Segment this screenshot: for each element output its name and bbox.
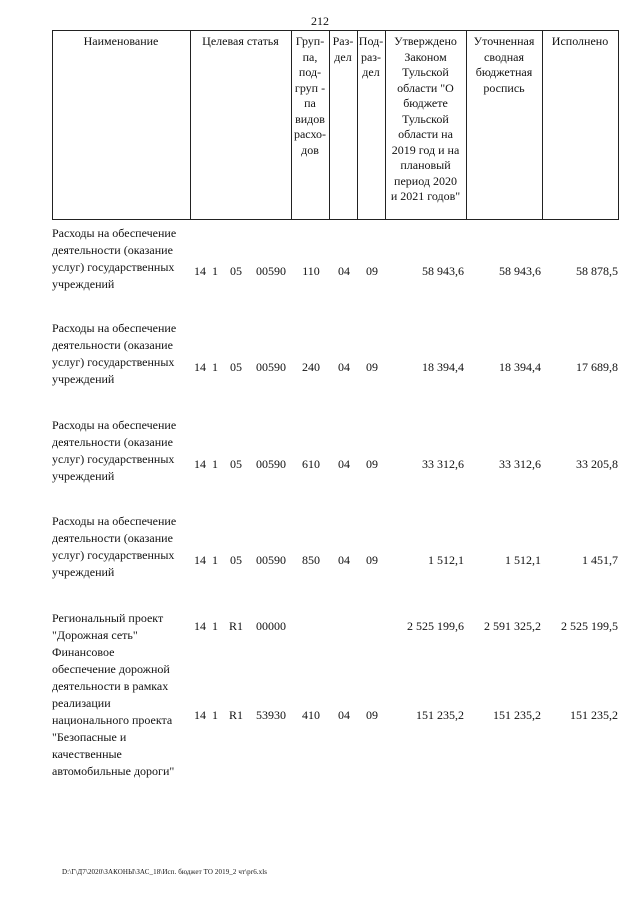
cell-group: 240: [302, 360, 320, 374]
cell-c3: 05: [230, 553, 242, 567]
row-name: [52, 320, 188, 388]
header-line: Тульской: [402, 111, 449, 126]
header-line: Раз-: [332, 34, 354, 48]
cell-executed: 1 451,7: [582, 553, 618, 567]
cell-c4: 00590: [256, 457, 286, 471]
header-line: дел: [334, 49, 352, 64]
row-name-line: обеспечение дорожной: [52, 662, 170, 676]
row-name-line: услуг) государственных: [52, 355, 175, 369]
cell-refined: 33 312,6: [499, 457, 541, 471]
cell-c1: 14: [194, 553, 206, 567]
row-name-line: Региональный проект: [52, 611, 164, 625]
row-name-line: услуг) государственных: [52, 452, 175, 466]
cell-c1: 14: [194, 264, 206, 278]
header-line: па,: [302, 49, 318, 64]
header-line: Тульской: [402, 65, 449, 79]
row-name-line: деятельности (оказание: [52, 531, 173, 545]
cell-executed: 2 525 199,5: [561, 619, 618, 633]
header-executed: Исполнено: [551, 34, 609, 48]
cell-executed: 58 878,5: [576, 264, 618, 278]
cell-c4: 53930: [256, 708, 286, 722]
row-name: [52, 513, 188, 581]
column-divider: [190, 30, 191, 220]
row-name-line: деятельности (оказание: [52, 243, 173, 257]
header-line: сводная: [484, 49, 524, 64]
cell-podrazdel: 09: [366, 360, 378, 374]
row-name-line: учреждений: [52, 469, 115, 483]
row-name-line: деятельности (оказание: [52, 435, 173, 449]
header-refined: [466, 34, 542, 96]
header-line: дов: [301, 142, 319, 157]
row-name-line: автомобильные дороги": [52, 764, 175, 778]
row-name-line: деятельности (оказание: [52, 338, 173, 352]
cell-c4: 00590: [256, 553, 286, 567]
row-name-line: Расходы на обеспечение: [52, 514, 177, 528]
header-line: дел: [362, 65, 380, 79]
row-name-line: реализации: [52, 696, 111, 710]
header-line: роспись: [483, 80, 525, 95]
column-divider: [542, 30, 543, 220]
cell-c2: 1: [212, 457, 218, 471]
row-name-line: деятельности в рамках: [52, 679, 169, 693]
header-line: бюджетная: [475, 65, 533, 79]
cell-approved: 18 394,4: [422, 360, 464, 374]
header-line: 2019 год и на: [391, 142, 460, 157]
cell-refined: 2 591 325,2: [484, 619, 541, 633]
header-line: раз-: [360, 49, 382, 64]
cell-refined: 58 943,6: [499, 264, 541, 278]
cell-approved: 58 943,6: [422, 264, 464, 278]
cell-c2: 1: [212, 619, 218, 633]
header-line: па: [304, 96, 316, 110]
cell-c2: 1: [212, 264, 218, 278]
row-name-line: качественные: [52, 747, 122, 761]
column-divider: [52, 30, 53, 220]
cell-c2: 1: [212, 708, 218, 722]
header-line: Уточненная: [473, 34, 535, 48]
header-podrazdel: [357, 34, 385, 81]
cell-approved: 33 312,6: [422, 457, 464, 471]
cell-c1: 14: [194, 708, 206, 722]
cell-razdel: 04: [338, 553, 350, 567]
row-name-line: Финансовое: [52, 645, 115, 659]
row-name: [52, 644, 188, 780]
row-name-line: учреждений: [52, 277, 115, 291]
header-bottom-border: [52, 219, 618, 220]
cell-podrazdel: 09: [366, 264, 378, 278]
cell-razdel: 04: [338, 708, 350, 722]
header-line: расхо-: [293, 127, 327, 141]
cell-c1: 14: [194, 457, 206, 471]
cell-executed: 17 689,8: [576, 360, 618, 374]
row-name-line: услуг) государственных: [52, 548, 175, 562]
header-line: Груп-: [295, 34, 325, 48]
row-name: [52, 417, 188, 485]
header-line: области "О: [397, 80, 454, 95]
cell-approved: 2 525 199,6: [407, 619, 464, 633]
header-line: и 2021 годов": [390, 189, 461, 203]
row-name: [52, 225, 188, 293]
cell-c3: R1: [228, 619, 243, 633]
header-line: груп -: [294, 80, 326, 95]
row-name-line: Расходы на обеспечение: [52, 321, 177, 335]
header-line: бюджете: [403, 96, 448, 110]
cell-executed: 151 235,2: [570, 708, 618, 722]
cell-refined: 151 235,2: [493, 708, 541, 722]
row-name-line: учреждений: [52, 565, 115, 579]
cell-c2: 1: [212, 360, 218, 374]
cell-c1: 14: [194, 360, 206, 374]
cell-podrazdel: 09: [366, 708, 378, 722]
header-line: плановый: [400, 158, 451, 172]
row-name-line: Расходы на обеспечение: [52, 418, 177, 432]
cell-razdel: 04: [338, 264, 350, 278]
row-name-line: "Дорожная сеть": [52, 628, 138, 642]
cell-podrazdel: 09: [366, 553, 378, 567]
cell-group: 610: [302, 457, 320, 471]
cell-podrazdel: 09: [366, 457, 378, 471]
cell-refined: 1 512,1: [505, 553, 541, 567]
cell-razdel: 04: [338, 457, 350, 471]
table-top-border: [52, 30, 618, 31]
file-path-footer: D:\Г\Д7\2020\ЗАКОНЫ\ЗАС_18\Исп. бюджет ТО 2019_2 чт\pr6.xls: [62, 868, 268, 876]
header-line: Под-: [358, 34, 384, 48]
row-name-line: "Безопасные и: [52, 730, 127, 744]
cell-group: 850: [302, 553, 320, 567]
header-line: видов: [295, 111, 325, 126]
cell-c3: R1: [228, 708, 243, 722]
row-name-line: учреждений: [52, 372, 115, 386]
header-line: Законом: [404, 49, 447, 64]
cell-c2: 1: [212, 553, 218, 567]
cell-c3: 05: [230, 360, 242, 374]
column-divider: [618, 30, 619, 220]
page-number: 212: [311, 14, 329, 28]
header-approved: [385, 34, 466, 205]
row-name-line: услуг) государственных: [52, 260, 175, 274]
header-razdel: [329, 34, 357, 65]
cell-c4: 00000: [256, 619, 286, 633]
header-target: Целевая статья: [202, 34, 279, 48]
cell-c3: 05: [230, 457, 242, 471]
cell-c3: 05: [230, 264, 242, 278]
cell-executed: 33 205,8: [576, 457, 618, 471]
cell-group: 110: [302, 264, 320, 278]
cell-c4: 00590: [256, 360, 286, 374]
cell-razdel: 04: [338, 360, 350, 374]
cell-c4: 00590: [256, 264, 286, 278]
header-group: [291, 34, 329, 158]
header-line: области на: [398, 127, 453, 141]
cell-refined: 18 394,4: [499, 360, 541, 374]
row-name: [52, 610, 188, 644]
header-line: Утверждено: [394, 34, 457, 48]
header-name: Наименование: [83, 34, 159, 48]
row-name-line: национального проекта: [52, 713, 173, 727]
header-line: период 2020: [394, 173, 457, 188]
row-name-line: Расходы на обеспечение: [52, 226, 177, 240]
cell-approved: 1 512,1: [428, 553, 464, 567]
header-line: под-: [298, 65, 322, 79]
cell-approved: 151 235,2: [416, 708, 464, 722]
cell-c1: 14: [194, 619, 206, 633]
cell-group: 410: [302, 708, 320, 722]
